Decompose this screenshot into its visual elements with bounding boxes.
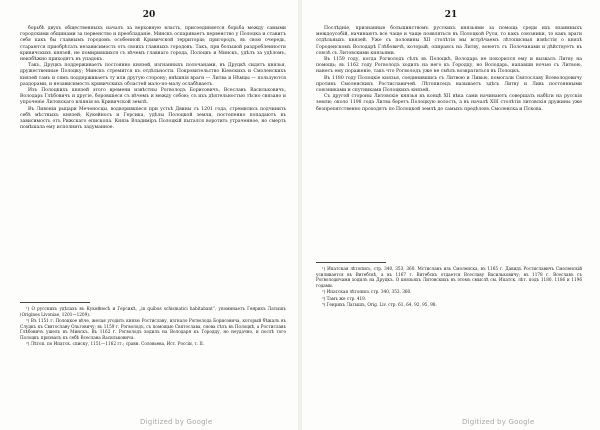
- footnote: ¹) Ипатская лѣтопись, стр. 340, 353, 360. Мстиславъ изъ Смоленска, въ 1165 г. Давидъ Ростиславичъ Смоленскій усиливается въ Витебскѣ, а въ 1167 г. Витебскъ отдается Всеславу Васильковичу; въ 1178 г. Всеславъ съ Рогволодичами ходилъ на Друцкъ. О князьяхъ Литовскихъ въ этомъ смыслѣ см. Ипатск. лѣт. подъ 1180, 1186 и 1196 годами.: [316, 266, 582, 289]
- right-body-text: [316, 26, 582, 113]
- footnote: ⁴) Генрихъ Латышъ, Orig. Liv. стр. 61, 64, 92, 95, 98.: [322, 302, 437, 307]
- paragraph: Въ Ливоніи рыцари Меченосцы, водворившіеся при устьѣ Двины съ 1201 года, стремились подчинить себѣ мѣстныхъ князей; Кукейносъ и Герсика, удѣлы Полоцкой земли, постепенно попадаютъ въ зависимость отъ Рижскаго епископа. Князь Владиміръ Полоцкій пытался воротить утраченное, но смерть помѣшала ему исполнить задуманное.: [20, 106, 286, 131]
- footnote: ¹) О русскихъ удѣлахъ въ Кукейносѣ и Герсикѣ, „in quibus schismatici habitabant“, упоминаетъ Генрихъ Латышъ (Origines Livoniae, 1201—1209).: [20, 306, 286, 317]
- paragraph: Послѣдніе, признанные большинствомъ русскихъ князьями за помощь среди ихъ взаимныхъ междоусобій, начинаютъ все чаще и чаще появляться въ Полоцкой Руси, то какъ союзники, то какъ враги отдѣльныхъ князей. Уже съ половины XII столѣтія мы встрѣчаемъ лѣтописныя извѣстія о князѣ Городенскомъ Володарѣ Глѣбовичѣ, который, опираясь на Литву, воюетъ съ Полочанами и дѣйствуетъ въ союзѣ съ Литовскими князьями.: [316, 26, 582, 56]
- watermark: Digitized by Google: [140, 418, 213, 426]
- footnote: ³) Тамъ же стр. 419.: [322, 295, 367, 301]
- right-page: [302, 0, 600, 430]
- page-number-right: 21: [444, 10, 458, 20]
- paragraph: Такъ, Друцкъ поддерживаетъ постоянно князей, изгнанныхъ полочанами, въ Друцкѣ сидятъ князья, дружественные Полоцку; Минскъ стремится къ отдѣльности. Покровительство Кіевскихъ и Смоленскихъ князей тамъ и сямъ поддерживаетъ ту или другую сторону; внѣшнія враги — Литва и Нѣмцы — пользуются раздорами, и независимость кривичскихъ областей мало-по-малу ослабѣваетъ.: [20, 63, 286, 87]
- footnote: ²) Въ 1151 г. Полоцкое вѣче, желая угодить князю Ростиславу, изгнало Рогволода Борисовича, который бѣжалъ въ Слуцкъ къ Святославу Ольговичу; въ 1159 г. Рогволодъ, съ помощью Святослава, снова сѣлъ въ Полоцкѣ, а Ростиславъ Глѣбовичъ ушелъ въ Минскъ. Въ 1162 г. Рогволодъ ходилъ на Володаря къ Городцу, но неудачно, и послѣ того Полоцкъ призвалъ къ себѣ Всеслава Васильковича.: [20, 318, 286, 341]
- footnote: ²) Ипатская лѣтопись стр. 340, 353, 360.: [322, 289, 412, 295]
- paragraph: Въ 1159 году, когда Рогволодъ сѣлъ въ Полоцкѣ, Володарь не покорился ему и вызвалъ Литву на помощь; въ 1162 году Рогволодъ ходилъ на него къ Городцу, но Володарь, напавши ночью съ Литвою, нанесъ ему пораженіе, такъ что Рогволодъ уже не смѣлъ возвратиться въ Полоцкъ.: [316, 57, 582, 75]
- footnote-rule: [316, 262, 386, 263]
- paragraph: Въ 1180 году Полоцкіе князья, соединившись съ Литвою и Ливью, помогали Святославу Всеволодовичу противъ Смоленскихъ Ростиславичей. Лѣтописецъ называетъ здѣсь Литву и Ливь постоянными союзниками и спутниками Полоцкихъ князей.: [316, 75, 582, 94]
- right-footnotes: [316, 266, 582, 308]
- paragraph: Изъ Полоцкихъ князей этого времени извѣстны Рогволодъ Борисовичъ, Всеславъ Васильковичъ, Володарь Глѣбовичъ и другіе, боровшіеся съ вѣчемъ и между собою; съ ихъ дѣятельностью тѣсно связано и упроченіе Литовскаго вліянія въ Кривичской землѣ.: [20, 88, 286, 106]
- left-page: [0, 0, 298, 430]
- footnote: ³) Лѣтоп. по Ипатск. списку, 1151—1162 гг.; сравн. Соловьева, Ист. Россіи, т. II.: [26, 341, 205, 347]
- left-footnotes: [20, 306, 286, 348]
- paragraph: Съ другой стороны Литовскіе князья въ концѣ XII вѣка сами начинаютъ совершать набѣги на русскія земли; около 1198 года Литва беретъ Полоцкую волость, а въ началѣ XIII столѣтія литовскія дружины уже безпрепятственно проходятъ по Полоцкой землѣ до самыхъ предѣловъ Смоленска и Пскова.: [316, 94, 582, 112]
- left-body-text: [20, 26, 286, 131]
- paragraph: борьбѣ двухъ общественныхъ началъ за верховную власть, присоединяется борьба между самыми городскими общинами за первенство и преобладаніе. Минскъ оспариваетъ первенство у Полоцка и ставитъ себя какъ бы главнымъ городомъ особенной Кривичской территоріи; пригородъ, въ свою очередь, стараются приобрѣтать независимость отъ своихъ главныхъ городовъ. Такъ, при большой раздробленности кривичскихъ князей, не помирившихся съ вѣчемъ главнаго города, Полоцкъ и Минскъ, удѣлъ за удѣломъ, неизбѣжно приходятъ въ упадокъ.: [20, 26, 286, 63]
- watermark: Digitized by Google: [462, 418, 535, 426]
- page-number-left: 20: [142, 10, 156, 20]
- footnote-rule: [20, 302, 90, 303]
